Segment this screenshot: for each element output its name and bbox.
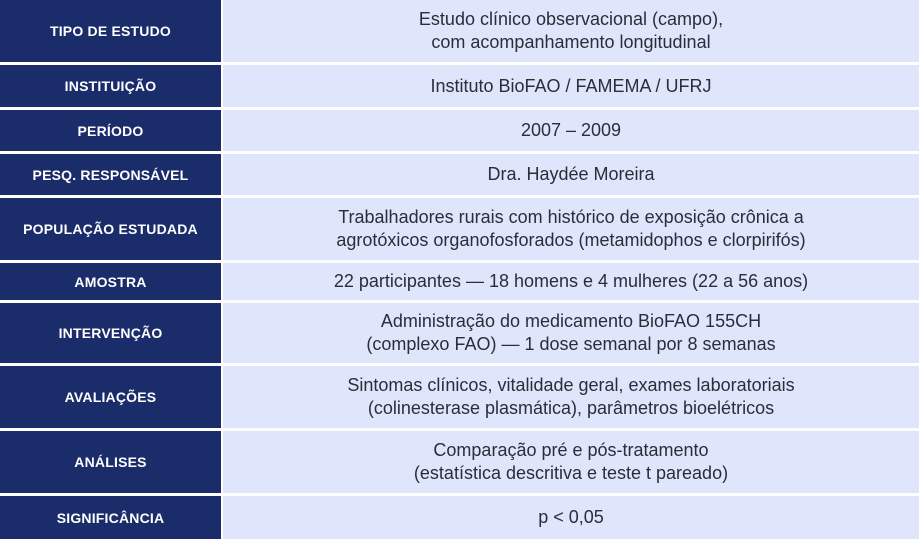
- row-label: PERÍODO: [0, 110, 221, 151]
- row-value: Administração do medicamento BioFAO 155CH (complexo FAO) — 1 dose semanal por 8 semanas: [223, 303, 919, 363]
- row-value: Comparação pré e pós-tratamento (estatística descritiva e teste t pareado): [223, 431, 919, 493]
- row-value: Sintomas clínicos, vitalidade geral, exames laboratoriais (colinesterase plasmática), parâmetros bioelétricos: [223, 366, 919, 428]
- row-label: TIPO DE ESTUDO: [0, 0, 221, 62]
- table-row-pesq-responsavel: [0, 154, 919, 195]
- row-value: Estudo clínico observacional (campo), com acompanhamento longitudinal: [223, 0, 919, 62]
- table-row-populacao-estudada: [0, 198, 919, 260]
- table-row-tipo-de-estudo: [0, 0, 919, 62]
- row-label: INTERVENÇÃO: [0, 303, 221, 363]
- table-row-instituicao: [0, 65, 919, 107]
- row-label: PESQ. RESPONSÁVEL: [0, 154, 221, 195]
- row-label: AMOSTRA: [0, 263, 221, 300]
- table-row-avaliacoes: [0, 366, 919, 428]
- row-value: p < 0,05: [223, 496, 919, 539]
- row-label: INSTITUIÇÃO: [0, 65, 221, 107]
- table-row-periodo: [0, 110, 919, 151]
- row-value: Dra. Haydée Moreira: [223, 154, 919, 195]
- row-value: Instituto BioFAO / FAMEMA / UFRJ: [223, 65, 919, 107]
- row-value: Trabalhadores rurais com histórico de exposição crônica a agrotóxicos organofosforados (metamidophos e clorpirifós): [223, 198, 919, 260]
- row-label: AVALIAÇÕES: [0, 366, 221, 428]
- row-label: ANÁLISES: [0, 431, 221, 493]
- row-label: POPULAÇÃO ESTUDADA: [0, 198, 221, 260]
- table-row-analises: [0, 431, 919, 493]
- table-row-significancia: [0, 496, 919, 539]
- table-row-intervencao: [0, 303, 919, 363]
- row-value: 22 participantes — 18 homens e 4 mulheres (22 a 56 anos): [223, 263, 919, 300]
- row-label: SIGNIFICÂNCIA: [0, 496, 221, 539]
- table-row-amostra: [0, 263, 919, 300]
- row-value: 2007 – 2009: [223, 110, 919, 151]
